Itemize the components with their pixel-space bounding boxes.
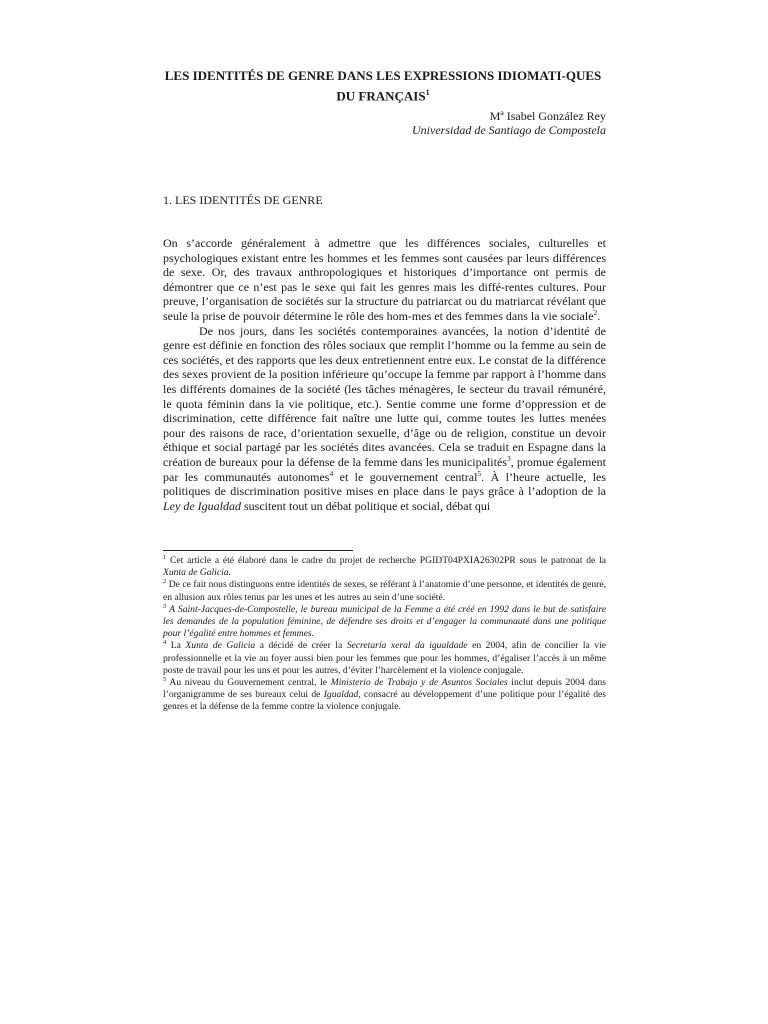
paragraph-2-text-c: et le gouvernement central (333, 469, 478, 484)
author-name: Mª Isabel González Rey (489, 109, 606, 123)
footnote-ref-4: 4 (329, 468, 334, 478)
author-affiliation: Universidad de Santiago de Compostela (412, 123, 606, 137)
footnote-4-text-c: en 2004, afin de concilier la vie professionnelle et la vie au foyer aussi bien pour les femmes que pour les hommes, d’égaliser l’accès à un même poste de travail pour les uns et pour les autres, d’éviter l’harcèlement et la violence conjugale. (163, 640, 607, 676)
footnote-5 (163, 677, 606, 714)
footnote-3-number: 3 (163, 602, 167, 610)
paragraph-2-text-d: . À l’heure actuelle, les politiques de discrimination positive mises en place dans le pays grâce à l’adoption de la (163, 469, 607, 499)
paragraph-2-text-e: suscitent tout un débat politique et social, débat qui (240, 498, 491, 513)
footnote-4 (163, 640, 606, 677)
footnote-2 (163, 579, 606, 603)
footnote-5-italic-1: Ministerio de Trabajo y de Asuntos Sociales (330, 677, 508, 689)
footnote-4-text-a: La (166, 640, 186, 652)
footnote-5-italic-2: Igualdad, (323, 689, 361, 701)
title-footnote-ref: 1 (425, 88, 430, 97)
footnote-ref-2: 2 (593, 307, 598, 317)
footnote-3-text: A Saint-Jacques-de-Compostelle, le bureau municipal de la Femme a été créé en 1992 dans le but de satisfaire les demandes de la population féminine, de défendre ses droits et d’engager la communauté dans une politique pour l’égalité entre hommes et femmes. (163, 603, 606, 640)
title-text: LES IDENTITÉS DE GENRE DANS LES EXPRESSIONS IDIOMATI-QUES DU FRANÇAIS (164, 68, 602, 104)
footnote-1-number: 1 (163, 553, 167, 561)
footnote-1-italic: Xunta de Galicia. (163, 567, 231, 579)
footnote-2-number: 2 (163, 578, 167, 586)
footnote-ref-5: 5 (477, 468, 482, 478)
paragraph-2 (163, 324, 606, 514)
footnote-5-text-c: consacré au développement d’une politique pour l’égalité des genres et la défense de la femme contre la violence conjugale. (163, 689, 606, 713)
footnote-1 (163, 555, 606, 579)
paper-title (160, 67, 606, 104)
paragraph-1 (163, 236, 606, 324)
footnotes (163, 555, 606, 714)
footnote-4-text-b: a décidé de créer la (255, 640, 347, 652)
paragraph-2-text-b: , promue également par les communautés autonomes (163, 454, 607, 484)
paragraph-1-end: . (597, 308, 601, 323)
body-text (163, 236, 606, 513)
footnote-4-number: 4 (163, 639, 167, 647)
footnote-3 (163, 604, 606, 641)
footnote-ref-3: 3 (506, 453, 511, 463)
footnote-5-number: 5 (163, 675, 167, 683)
footnote-separator (163, 550, 353, 551)
footnote-5-text-a: Au niveau du Gouvernement central, le (166, 677, 331, 689)
footnote-4-italic-1: Xunta de Galicia (185, 640, 256, 652)
law-name: Ley de Igualdad (163, 498, 241, 513)
paragraph-1-text: On s’accorde généralement à admettre que les différences sociales, culturelles et psychologiques existant entre les hommes et les femmes sont causées par leurs différences de sexe. Or, des travaux anthropologiques et historiques d’importance ont permis de démontrer que ce n’est pas le sexe qui fait les genres mais les diffé-rentes cultures. Pour preuve, l’organisation de sociétés sur la structure du patriarcat ou du matriarcat révélant que seule la prise de pouvoir détermine le rôle des hom-mes et des femmes dans la vie sociale (163, 236, 606, 323)
section-heading: 1. LES IDENTITÉS DE GENRE (163, 193, 323, 207)
paragraph-2-text-a: De nos jours, dans les sociétés contemporaines avancées, la notion d’identité de genre est définie en fonction des rôles sociaux que remplit l’homme ou la femme au sein de ces sociétés, et des rapports que les deux entretiennent entre eux. Le constat de la différence des sexes provient de la position inférieure qu’occupe la femme par rapport à l’homme dans les différents domaines de la société (les tâches ménagères, le secteur du travail rémunéré, le quota féminin dans la vie politique, etc.). Sentie comme une forme d’oppression et de discrimination, cette différence fait naître une lutte qui, comme toutes les luttes menées pour des raisons de race, d’orientation sexuelle, d’âge ou de religion, constitue un devoir éthique et social partagé par les sociétés dites avancées. Cela se traduit en Espagne dans la création de bureaux pour la défense de la femme dans les municipalités (163, 323, 606, 469)
footnote-1-text: Cet article a été élaboré dans le cadre du projet de recherche PGIDT04PXIA26302PR sous le patronat de la (166, 555, 606, 566)
footnote-2-text: De ce fait nous distinguons entre identités de sexes, se référant à l’anatomie d’une personne, et identités de genre, en allusion aux rôles tenus par les unes et les autres au sein d’une société. (163, 579, 606, 603)
footnote-4-italic-2: Secretaría xeral da igualdade (346, 640, 468, 652)
footnote-5-text-b: inclut depuis 2004 dans l’organigramme de ses bureaux celui de (163, 677, 606, 701)
